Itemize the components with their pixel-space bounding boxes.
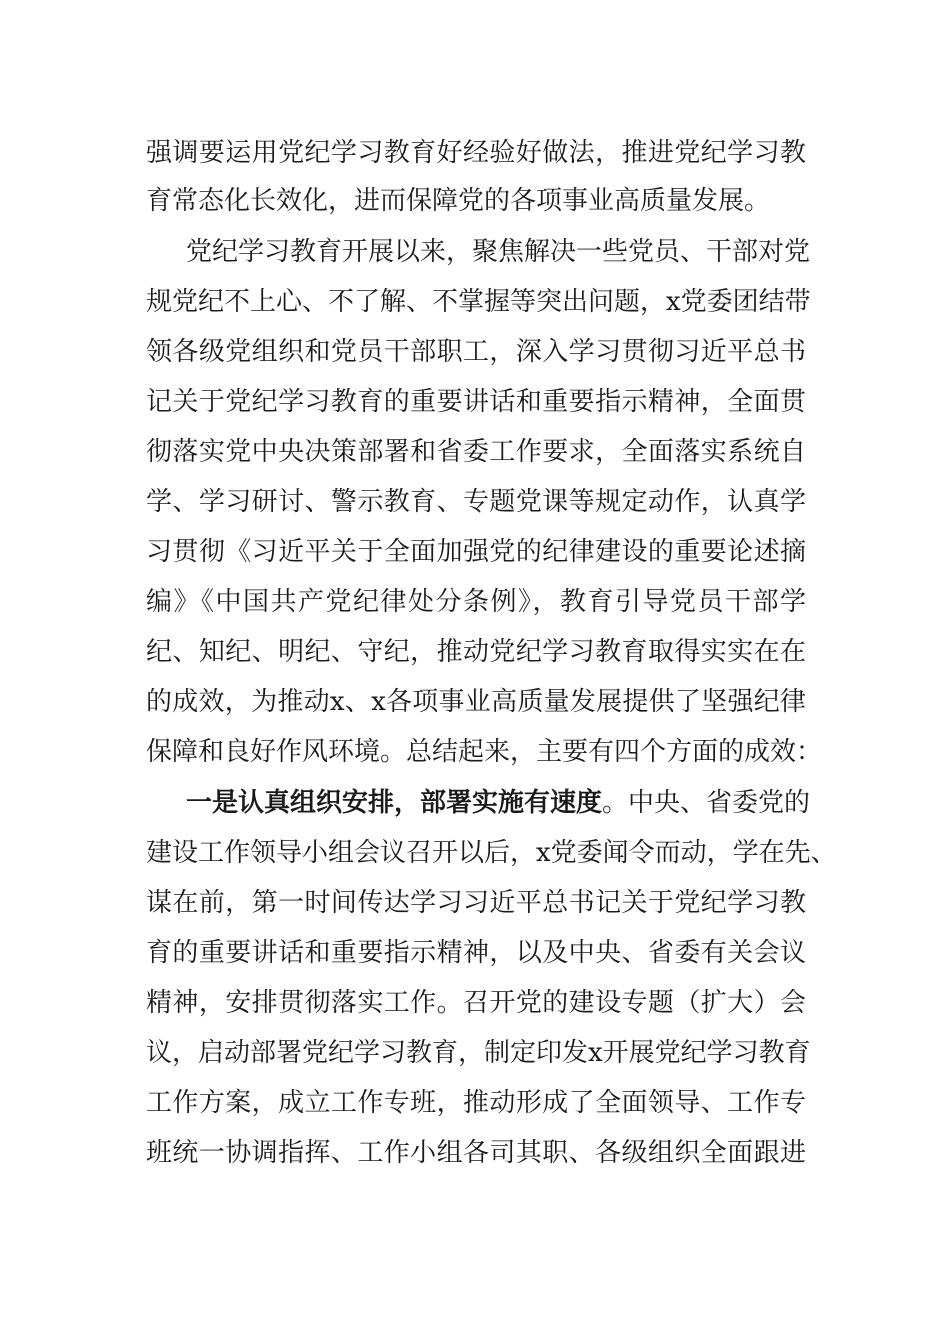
text-line: 班统一协调指挥、工作小组各司其职、各级组织全面跟进 bbox=[146, 1138, 806, 1168]
text-line: 学、学习研讨、警示教育、专题党课等规定动作，认真学 bbox=[146, 487, 806, 517]
text-line: 习贯彻《习近平关于全面加强党的纪律建设的重要论述摘 bbox=[146, 537, 806, 567]
text-line: 工作方案，成立工作专班，推动形成了全面领导、工作专 bbox=[146, 1088, 806, 1118]
text-line: 育常态化长效化，进而保障党的各项事业高质量发展。 bbox=[146, 186, 771, 216]
text-line: 强调要运用党纪学习教育好经验好做法，推进党纪学习教 bbox=[146, 138, 806, 168]
text-line: 保障和良好作风环境。总结起来，主要有四个方面的成效： bbox=[146, 737, 823, 767]
text-line: 谋在前，第一时间传达学习习近平总书记关于党纪学习教 bbox=[146, 888, 806, 918]
heading-continuation: 。中央、省委党的 bbox=[602, 788, 811, 818]
text-line: 纪、知纪、明纪、守纪，推动党纪学习教育取得实实在在 bbox=[146, 637, 806, 667]
text-line: 议，启动部署党纪学习教育，制定印发x开展党纪学习教育 bbox=[146, 1038, 811, 1068]
text-line: 记关于党纪学习教育的重要讲话和重要指示精神，全面贯 bbox=[146, 387, 806, 417]
text-line: 精神，安排贯彻落实工作。召开党的建设专题（扩大）会 bbox=[146, 988, 806, 1018]
paragraph-first-line: 党纪学习教育开展以来，聚焦解决一些党员、干部对党 bbox=[186, 237, 811, 267]
text-line: 的成效，为推动x、x各项事业高质量发展提供了坚强纪律 bbox=[146, 687, 806, 717]
text-line: 编》《中国共产党纪律处分条例》，教育引导党员干部学 bbox=[146, 587, 806, 617]
text-line: 育的重要讲话和重要指示精神，以及中央、省委有关会议 bbox=[146, 938, 806, 968]
section-heading: 一是认真组织安排，部署实施有速度 bbox=[186, 788, 603, 818]
paragraph-first-line bbox=[186, 783, 811, 823]
text-line: 建设工作领导小组会议召开以后，x党委闻令而动，学在先、 bbox=[146, 838, 837, 868]
text-line: 彻落实党中央决策部署和省委工作要求，全面落实系统自 bbox=[146, 437, 806, 467]
text-line: 规党纪不上心、不了解、不掌握等突出问题，x党委团结带 bbox=[146, 287, 811, 317]
text-line: 领各级党组织和党员干部职工，深入学习贯彻习近平总书 bbox=[146, 337, 806, 367]
